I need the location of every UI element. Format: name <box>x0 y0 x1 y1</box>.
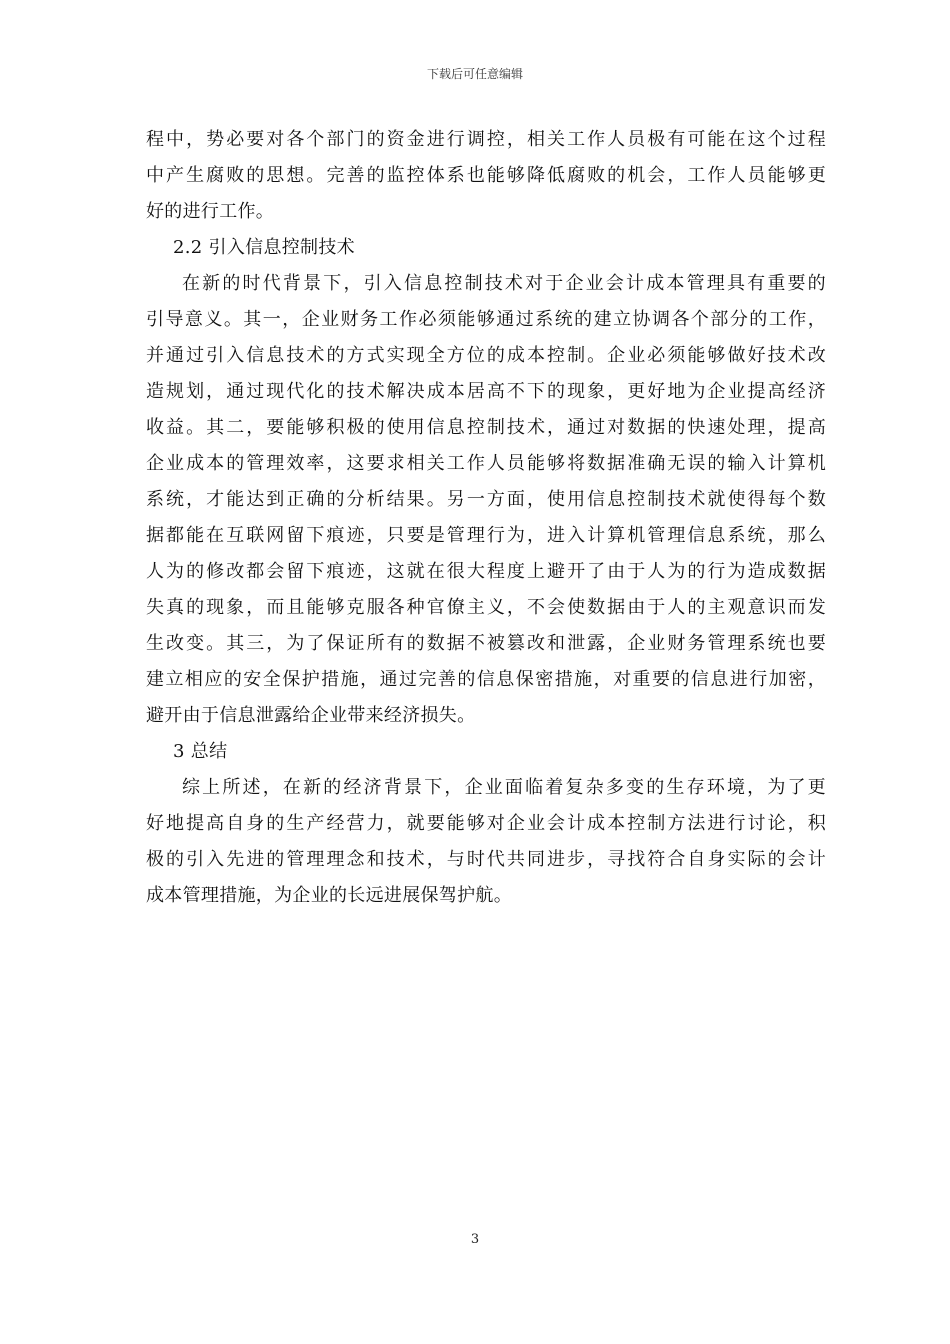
body-line: 好的进行工作。 <box>146 201 275 222</box>
paragraph-line: 收益。其二，要能够积极的使用信息控制技术，通过对数据的快速处理，提高 <box>146 417 826 438</box>
paragraph-line: 并通过引入信息技术的方式实现全方位的成本控制。企业必须能够做好技术改 <box>146 345 826 366</box>
paragraph-line: 综上所述，在新的经济背景下，企业面临着复杂多变的生存环境，为了更 <box>182 777 826 798</box>
section-heading-3: 3 总结 <box>173 741 228 762</box>
section-heading-2-2: 2.2 引入信息控制技术 <box>173 237 355 258</box>
paragraph-line: 生改变。其三，为了保证所有的数据不被篡改和泄露，企业财务管理系统也要 <box>146 633 826 654</box>
document-body <box>146 122 826 914</box>
paragraph-line: 失真的现象，而且能够克服各种官僚主义，不会使数据由于人的主观意识而发 <box>146 597 826 618</box>
paragraph-line: 建立相应的安全保护措施，通过完善的信息保密措施，对重要的信息进行加密， <box>146 669 826 690</box>
paragraph-line: 极的引入先进的管理理念和技术，与时代共同进步，寻找符合自身实际的会计 <box>146 849 826 870</box>
paragraph-line: 系统，才能达到正确的分析结果。另一方面，使用信息控制技术就使得每个数 <box>146 489 826 510</box>
paragraph-line: 企业成本的管理效率，这要求相关工作人员能够将数据准确无误的输入计算机 <box>146 453 826 474</box>
paragraph-line: 造规划，通过现代化的技术解决成本居高不下的现象，更好地为企业提高经济 <box>146 381 826 402</box>
paragraph-line: 人为的修改都会留下痕迹，这就在很大程度上避开了由于人为的行为造成数据 <box>146 561 826 582</box>
body-line: 中产生腐败的思想。完善的监控体系也能够降低腐败的机会，工作人员能够更 <box>146 165 826 186</box>
paragraph-line: 据都能在互联网留下痕迹，只要是管理行为，进入计算机管理信息系统，那么 <box>146 525 826 546</box>
page-header-note: 下载后可任意编辑 <box>426 67 523 81</box>
paragraph-line: 成本管理措施，为企业的长远进展保驾护航。 <box>146 885 512 906</box>
paragraph-line: 避开由于信息泄露给企业带来经济损失。 <box>146 705 476 726</box>
body-line: 程中，势必要对各个部门的资金进行调控，相关工作人员极有可能在这个过程 <box>146 129 826 150</box>
page-number: 3 <box>470 1232 480 1247</box>
paragraph-line: 好地提高自身的生产经营力，就要能够对企业会计成本控制方法进行讨论，积 <box>146 813 826 834</box>
paragraph-line: 在新的时代背景下，引入信息控制技术对于企业会计成本管理具有重要的 <box>182 273 826 294</box>
paragraph-line: 引导意义。其一，企业财务工作必须能够通过系统的建立协调各个部分的工作， <box>146 309 826 330</box>
